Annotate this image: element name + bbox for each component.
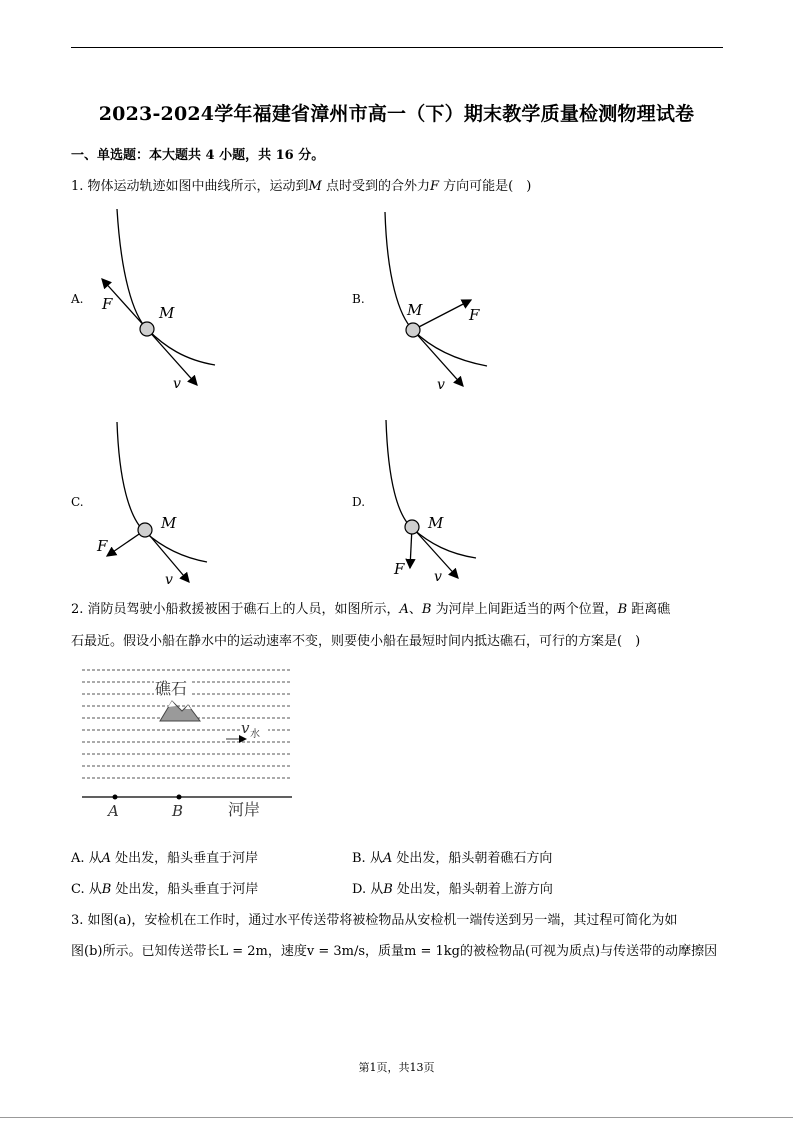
point-a-label: A bbox=[108, 802, 119, 820]
trajectory-curve bbox=[117, 422, 207, 562]
q2-option-d: D. 从𝐵 处出发，船头朝着上游方向 bbox=[352, 882, 553, 897]
trajectory-curve bbox=[385, 212, 487, 366]
force-label: F bbox=[102, 295, 113, 313]
bottom-rule bbox=[0, 1117, 793, 1118]
point-label: M bbox=[407, 301, 423, 319]
q1-figure-c bbox=[95, 420, 235, 590]
q1-option-d-label: D. bbox=[352, 495, 366, 509]
question-2-stem-line2: 石最近。假设小船在静水中的运动速率不变，则要使小船在最短时间内抵达礁石，可行的方案是( ) bbox=[71, 634, 641, 649]
point-m bbox=[406, 323, 420, 337]
bank-label: 河岸 bbox=[228, 800, 261, 819]
q2-option-b: B. 从𝐴 处出发，船头朝着礁石方向 bbox=[352, 851, 553, 866]
velocity-label: v bbox=[437, 377, 445, 393]
point-m bbox=[140, 322, 154, 336]
force-label: F bbox=[97, 537, 108, 555]
point-m bbox=[405, 520, 419, 534]
q1-figure-a bbox=[85, 205, 225, 395]
point-b-label: B bbox=[172, 802, 184, 820]
flow-subscript: 水 bbox=[250, 729, 260, 740]
q2-option-c: C. 从𝐵 处出发，船头垂直于河岸 bbox=[71, 882, 259, 897]
point-a bbox=[113, 795, 118, 800]
rock-label: 礁石 bbox=[155, 679, 188, 698]
header-rule bbox=[71, 47, 723, 48]
point-label: M bbox=[159, 304, 175, 322]
trajectory-curve bbox=[117, 209, 215, 365]
page-title: 2023-2024学年福建省漳州市高一（下）期末教学质量检测物理试卷 bbox=[98, 103, 695, 125]
q1-option-b-label: B. bbox=[352, 292, 365, 306]
q2-option-a: A. 从𝐴 处出发，船头垂直于河岸 bbox=[71, 851, 259, 866]
q2-river-figure bbox=[78, 663, 296, 825]
page-footer: 第1页，共13页 bbox=[358, 1061, 435, 1074]
question-1-stem: 1. 物体运动轨迹如图中曲线所示，运动到𝑀 点时受到的合外力𝐹 方向可能是( ) bbox=[71, 179, 532, 194]
q1-figure-b bbox=[365, 208, 505, 398]
velocity-arrow bbox=[147, 329, 197, 385]
q1-option-a-label: A. bbox=[71, 292, 84, 306]
force-label: F bbox=[394, 560, 405, 578]
point-label: M bbox=[161, 514, 177, 532]
trajectory-curve bbox=[386, 420, 476, 558]
question-3-line2: 图(b)所示。已知传送带长L = 2m，速度v = 3m/s，质量m = 1kg的被检物品(可视为质点)与传送带的动摩擦因 bbox=[71, 944, 718, 959]
question-2-stem-line1: 2. 消防员驾驶小船救援被困于礁石上的人员，如图所示，𝐴、𝐵 为河岸上间距适当的两个位置，𝐵 距离礁 bbox=[71, 602, 671, 617]
question-3-line1: 3. 如图(a)，安检机在工作时，通过水平传送带将被检物品从安检机一端传送到另一端，其过程可简化为如 bbox=[71, 913, 678, 928]
point-m bbox=[138, 523, 152, 537]
rock-icon bbox=[160, 701, 200, 721]
point-label: M bbox=[428, 514, 444, 532]
section-heading: 一、单选题：本大题共 4 小题，共 16 分。 bbox=[71, 148, 325, 163]
point-b bbox=[177, 795, 182, 800]
q1-option-c-label: C. bbox=[71, 495, 84, 509]
velocity-label: v bbox=[173, 376, 181, 392]
force-label: F bbox=[469, 306, 480, 324]
q1-figure-d bbox=[380, 418, 520, 588]
flow-label: v bbox=[241, 719, 250, 737]
velocity-label: v bbox=[434, 569, 442, 585]
velocity-label: v bbox=[165, 572, 173, 588]
